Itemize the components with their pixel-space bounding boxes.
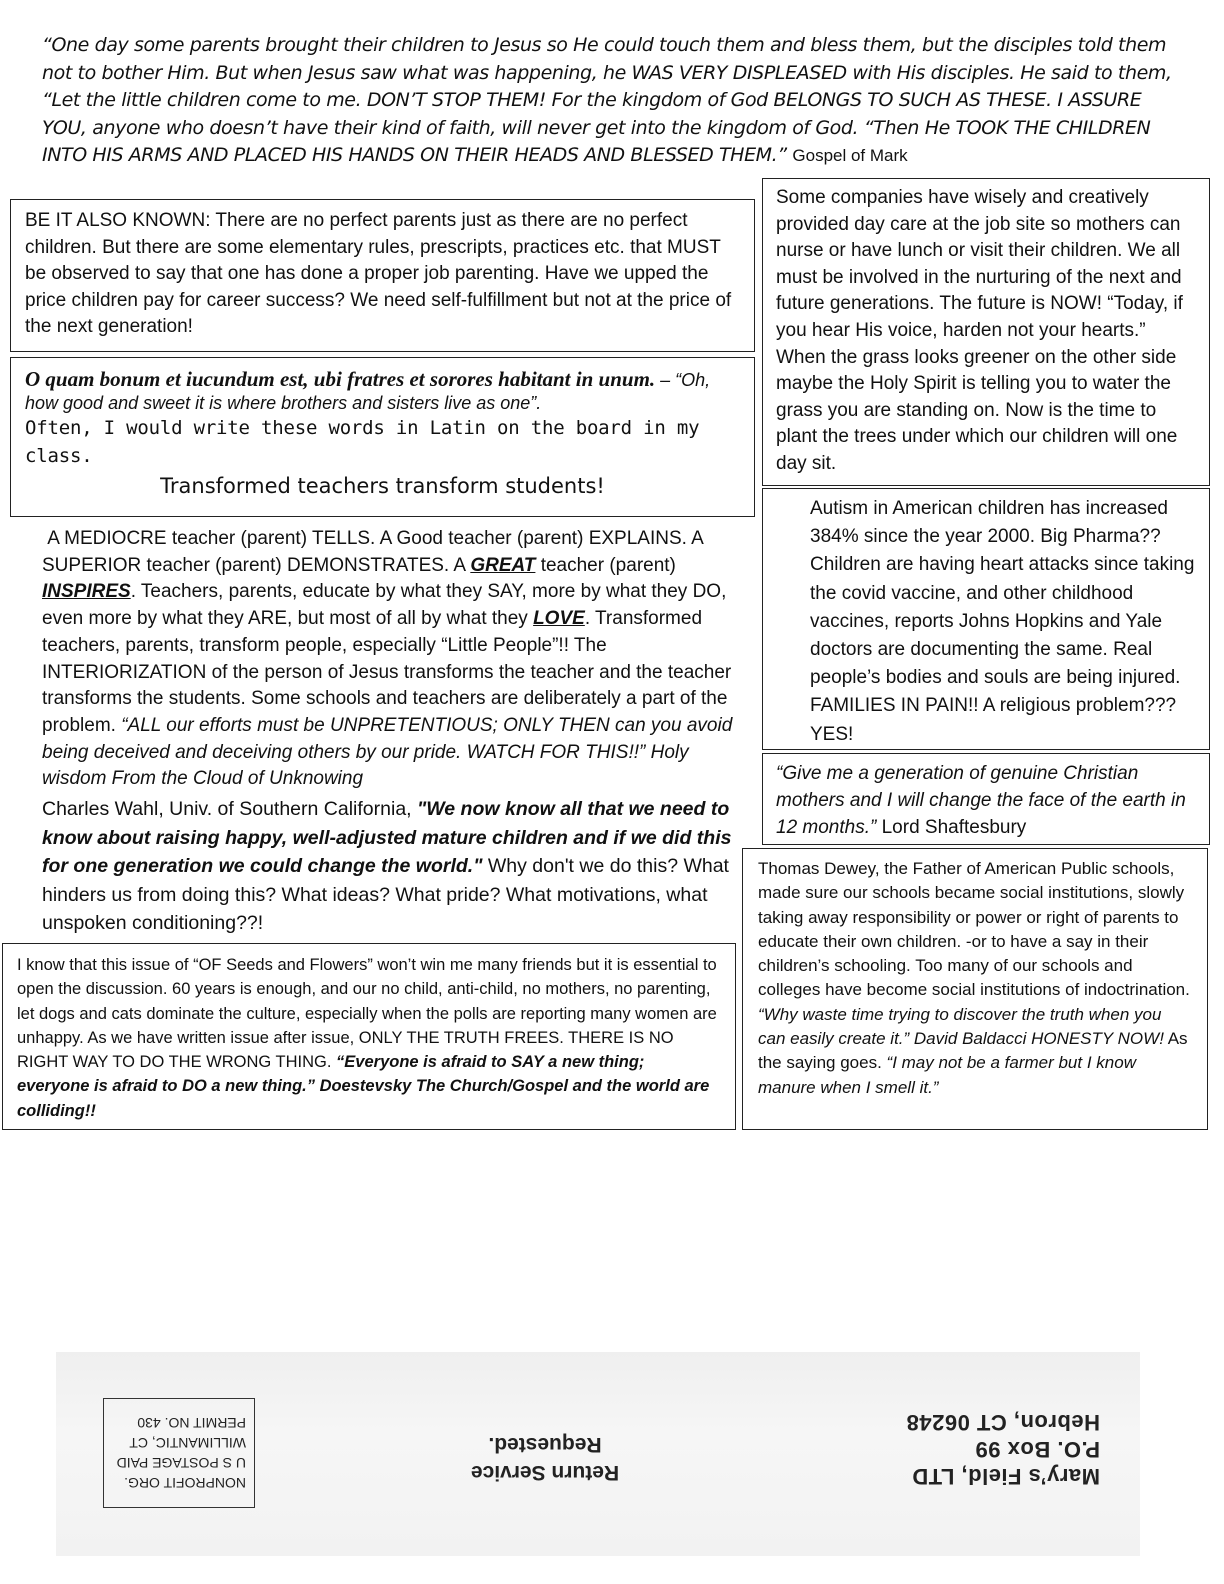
issue-note-box <box>2 943 736 1130</box>
return-line: Requested. <box>488 1433 602 1456</box>
be-it-known-box <box>10 199 755 352</box>
inspires-word: INSPIRES <box>42 581 131 603</box>
latin-text: O quam bonum et iucundum est, ubi fratres et sorores habitant in unum. <box>25 367 656 391</box>
mailing-panel <box>56 1352 1140 1556</box>
teacher-text-2: teacher (parent) <box>535 554 676 576</box>
sender-line: P.O. Box 99 <box>975 1437 1100 1462</box>
baldacci-quote: “Why waste time trying to discover the truth when you can easily create it.” David Baldacci HONESTY NOW! <box>758 1004 1164 1049</box>
issue-note-text: I know that this issue of “OF Seeds and Flowers” won’t win me many friends but it is essential to open the discussion. 60 years is enough, and our no child, anti-child, no mothers, no parenting, let dogs and cats dominate the culture, especially when the polls are reporting many women are unhappy. As we have written issue after issue, ONLY THE TRUTH FREES. THERE IS NO RIGHT WAY TO DO THE WRONG THING. <box>17 956 717 1072</box>
dewey-text-2: As the saying goes. <box>758 1029 1188 1073</box>
permit-line: U S POSTAGE PAID <box>116 1455 246 1471</box>
shaftesbury-quote: “Give me a generation of genuine Christian mothers and I will change the face of the earth in 12 months.” <box>776 763 1186 838</box>
dostoevsky-quote: “Everyone is afraid to SAY a new thing; everyone is afraid to DO a new thing.” Doestevsky The Church/Gospel and the world are colliding!! <box>17 1053 710 1120</box>
teacher-text-3: . Teachers, parents, educate by what they SAY, more by what they DO, even more by what they ARE, but most of all by what they <box>42 581 727 630</box>
permit-line: WILLIMANTIC, CT <box>129 1435 246 1451</box>
permit-line: NONPROFIT ORG. <box>124 1475 246 1491</box>
latin-note: Often, I would write these words in Latin on the board in my class. <box>25 417 700 467</box>
permit-line: PERMIT NO. 430 <box>137 1415 246 1431</box>
cloud-of-unknowing-quote: “ALL our efforts must be UNPRETENTIOUS; ONLY THEN can you avoid being deceived and deceiving others by our pride. WATCH FOR THIS!!” Holy wisdom From the Cloud of Unknowing <box>42 714 733 790</box>
love-word: LOVE <box>533 608 585 630</box>
return-service-requested <box>430 1430 660 1486</box>
sender-line: Mary’s Field, LTD <box>911 1464 1100 1489</box>
companies-text: Some companies have wisely and creatively provided day care at the job site so mothers can nurse or have lunch or visit their children. We all must be involved in the nurturing of the next and future generations. The future is NOW! “Today, if you hear His voice, harden not your hearts.” When the grass looks greener on the other side maybe the Holy Spirit is telling you to water the grass you are standing on. Now is the time to plant the trees under which our children will one day sit. <box>776 187 1183 474</box>
farmer-quote: “I may not be a farmer but I know manure when I smell it.” <box>758 1053 1136 1097</box>
teacher-text-4: . Transformed teachers, parents, transform people, especially “Little People”!! The INTERIORIZATION of the person of Jesus transforms the teacher and the teacher transforms the students. Some schools and teachers are deliberately a part of the problem. <box>42 608 732 736</box>
wahl-paragraph <box>42 795 752 938</box>
sender-line: Hebron, CT 06248 <box>906 1410 1100 1435</box>
return-line: Return Service <box>470 1461 620 1484</box>
autism-text-wrap <box>776 495 1196 749</box>
wahl-tail: Why don't we do this? What hinders us from doing this? What ideas? What pride? What motivations, what unspoken conditioning??! <box>42 855 729 934</box>
be-it-known-text: BE IT ALSO KNOWN: There are no perfect parents just as there are no perfect children. But there are some elementary rules, prescripts, practices etc. that MUST be observed to say that one has done a proper job parenting. Have we upped the price children pay for career success? We need self-fulfillment but not at the price of the next generation! <box>25 210 732 337</box>
latin-translation: “Oh, how good and sweet it is where brothers and sisters live as one”. <box>25 370 711 413</box>
mailing-panel-upside-down <box>56 1352 1140 1556</box>
gospel-quote <box>42 32 1182 170</box>
latin-dash: – <box>655 370 676 390</box>
shaftesbury-box <box>762 753 1210 845</box>
autism-text: Autism in American children has increased 384% since the year 2000. Big Pharma?? Children are having heart attacks since taking the covid vaccine, and other childhood vaccines, reports Johns Hopkins and Yale doctors are documenting the same. Real people’s bodies and souls are being injured. FAMILIES IN PAIN!! A religious problem??? YES! <box>810 498 1195 745</box>
great-word: GREAT <box>470 554 536 576</box>
transformed-teachers-line: Transformed teachers transform students! <box>160 474 605 498</box>
dewey-text-1: Thomas Dewey, the Father of American Public schools, made sure our schools became social institutions, slowly taking away responsibility or power or right of parents to educate their own children. -or to have a say in their children’s schooling. Too many of our schools and colleges have become social institutions of indoctrination. <box>758 859 1190 1000</box>
dewey-box <box>742 848 1208 1130</box>
autism-box <box>762 488 1210 750</box>
gospel-quote-source: Gospel of Mark <box>792 146 908 165</box>
postage-permit-box <box>103 1398 255 1508</box>
wahl-quote: "We now know all that we need to know about raising happy, well-adjusted mature children and if we did this for one generation we could change the world." <box>42 798 732 877</box>
latin-quote-box <box>10 357 755 517</box>
sender-address <box>840 1409 1100 1490</box>
teacher-text-1: A MEDIOCRE teacher (parent) TELLS. A Good teacher (parent) EXPLAINS. A SUPERIOR teacher (parent) DEMONSTRATES. A <box>42 528 703 576</box>
gospel-quote-text: “One day some parents brought their children to Jesus so He could touch them and bless them, but the disciples told them not to bother Him. But when Jesus saw what was happening, he WAS VERY DISPLEASED with His disciples. He said to them, “Let the little children come to me. DON’T STOP THEM! For the kingdom of God BELONGS TO SUCH AS THESE. I ASSURE YOU, anyone who doesn’t have their kind of faith, will never get into the kingdom of God. “Then He TOOK THE CHILDREN INTO HIS ARMS AND PLACED HIS HANDS ON THEIR HEADS AND BLESSED THEM.” <box>42 34 1172 166</box>
shaftesbury-source: Lord Shaftesbury <box>876 817 1027 838</box>
teacher-paragraph <box>42 526 752 793</box>
wahl-lead: Charles Wahl, Univ. of Southern California, <box>42 798 417 820</box>
companies-day-care-box <box>762 178 1210 486</box>
